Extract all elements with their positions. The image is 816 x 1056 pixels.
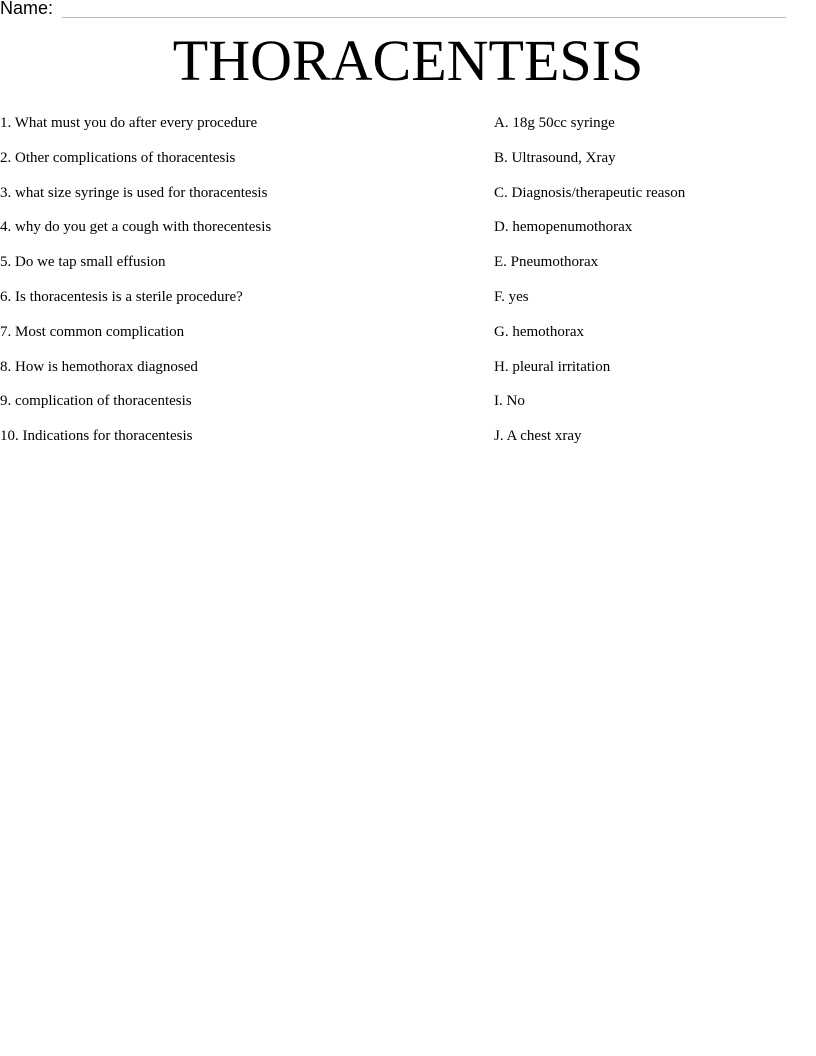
name-label: Name: (0, 0, 54, 18)
worksheet-title: THORACENTESIS (172, 28, 644, 93)
question-item: 7. Most common complication (0, 323, 185, 340)
answer-item: A. 18g 50cc syringe (494, 115, 615, 131)
question-item: 10. Indications for thoracentesis (0, 428, 193, 445)
question-list (0, 112, 480, 460)
question-item: 1. What must you do after every procedure (0, 115, 258, 131)
answer-item: C. Diagnosis/therapeutic reason (494, 184, 686, 201)
question-item: 2. Other complications of thoracentesis (0, 149, 236, 166)
answer-item: J. A chest xray (494, 428, 582, 445)
name-underline[interactable] (62, 17, 786, 18)
answer-item: B. Ultrasound, Xray (494, 149, 616, 166)
answer-item: H. pleural irritation (494, 358, 611, 375)
question-item: 4. why do you get a cough with thorecentesis (0, 219, 272, 236)
answer-item: F. yes (494, 288, 529, 305)
question-item: 8. How is hemothorax diagnosed (0, 358, 198, 375)
question-item: 6. Is thoracentesis is a sterile procedure? (0, 288, 243, 305)
answer-item: G. hemothorax (494, 323, 584, 340)
answer-item: I. No (494, 393, 525, 410)
answer-item: E. Pneumothorax (494, 254, 599, 271)
name-field[interactable] (0, 0, 790, 20)
answer-list (494, 112, 814, 460)
question-item: 9. complication of thoracentesis (0, 393, 192, 410)
question-item: 3. what size syringe is used for thoracentesis (0, 184, 268, 201)
answer-item: D. hemopenumothorax (494, 219, 633, 236)
question-item: 5. Do we tap small effusion (0, 254, 166, 271)
